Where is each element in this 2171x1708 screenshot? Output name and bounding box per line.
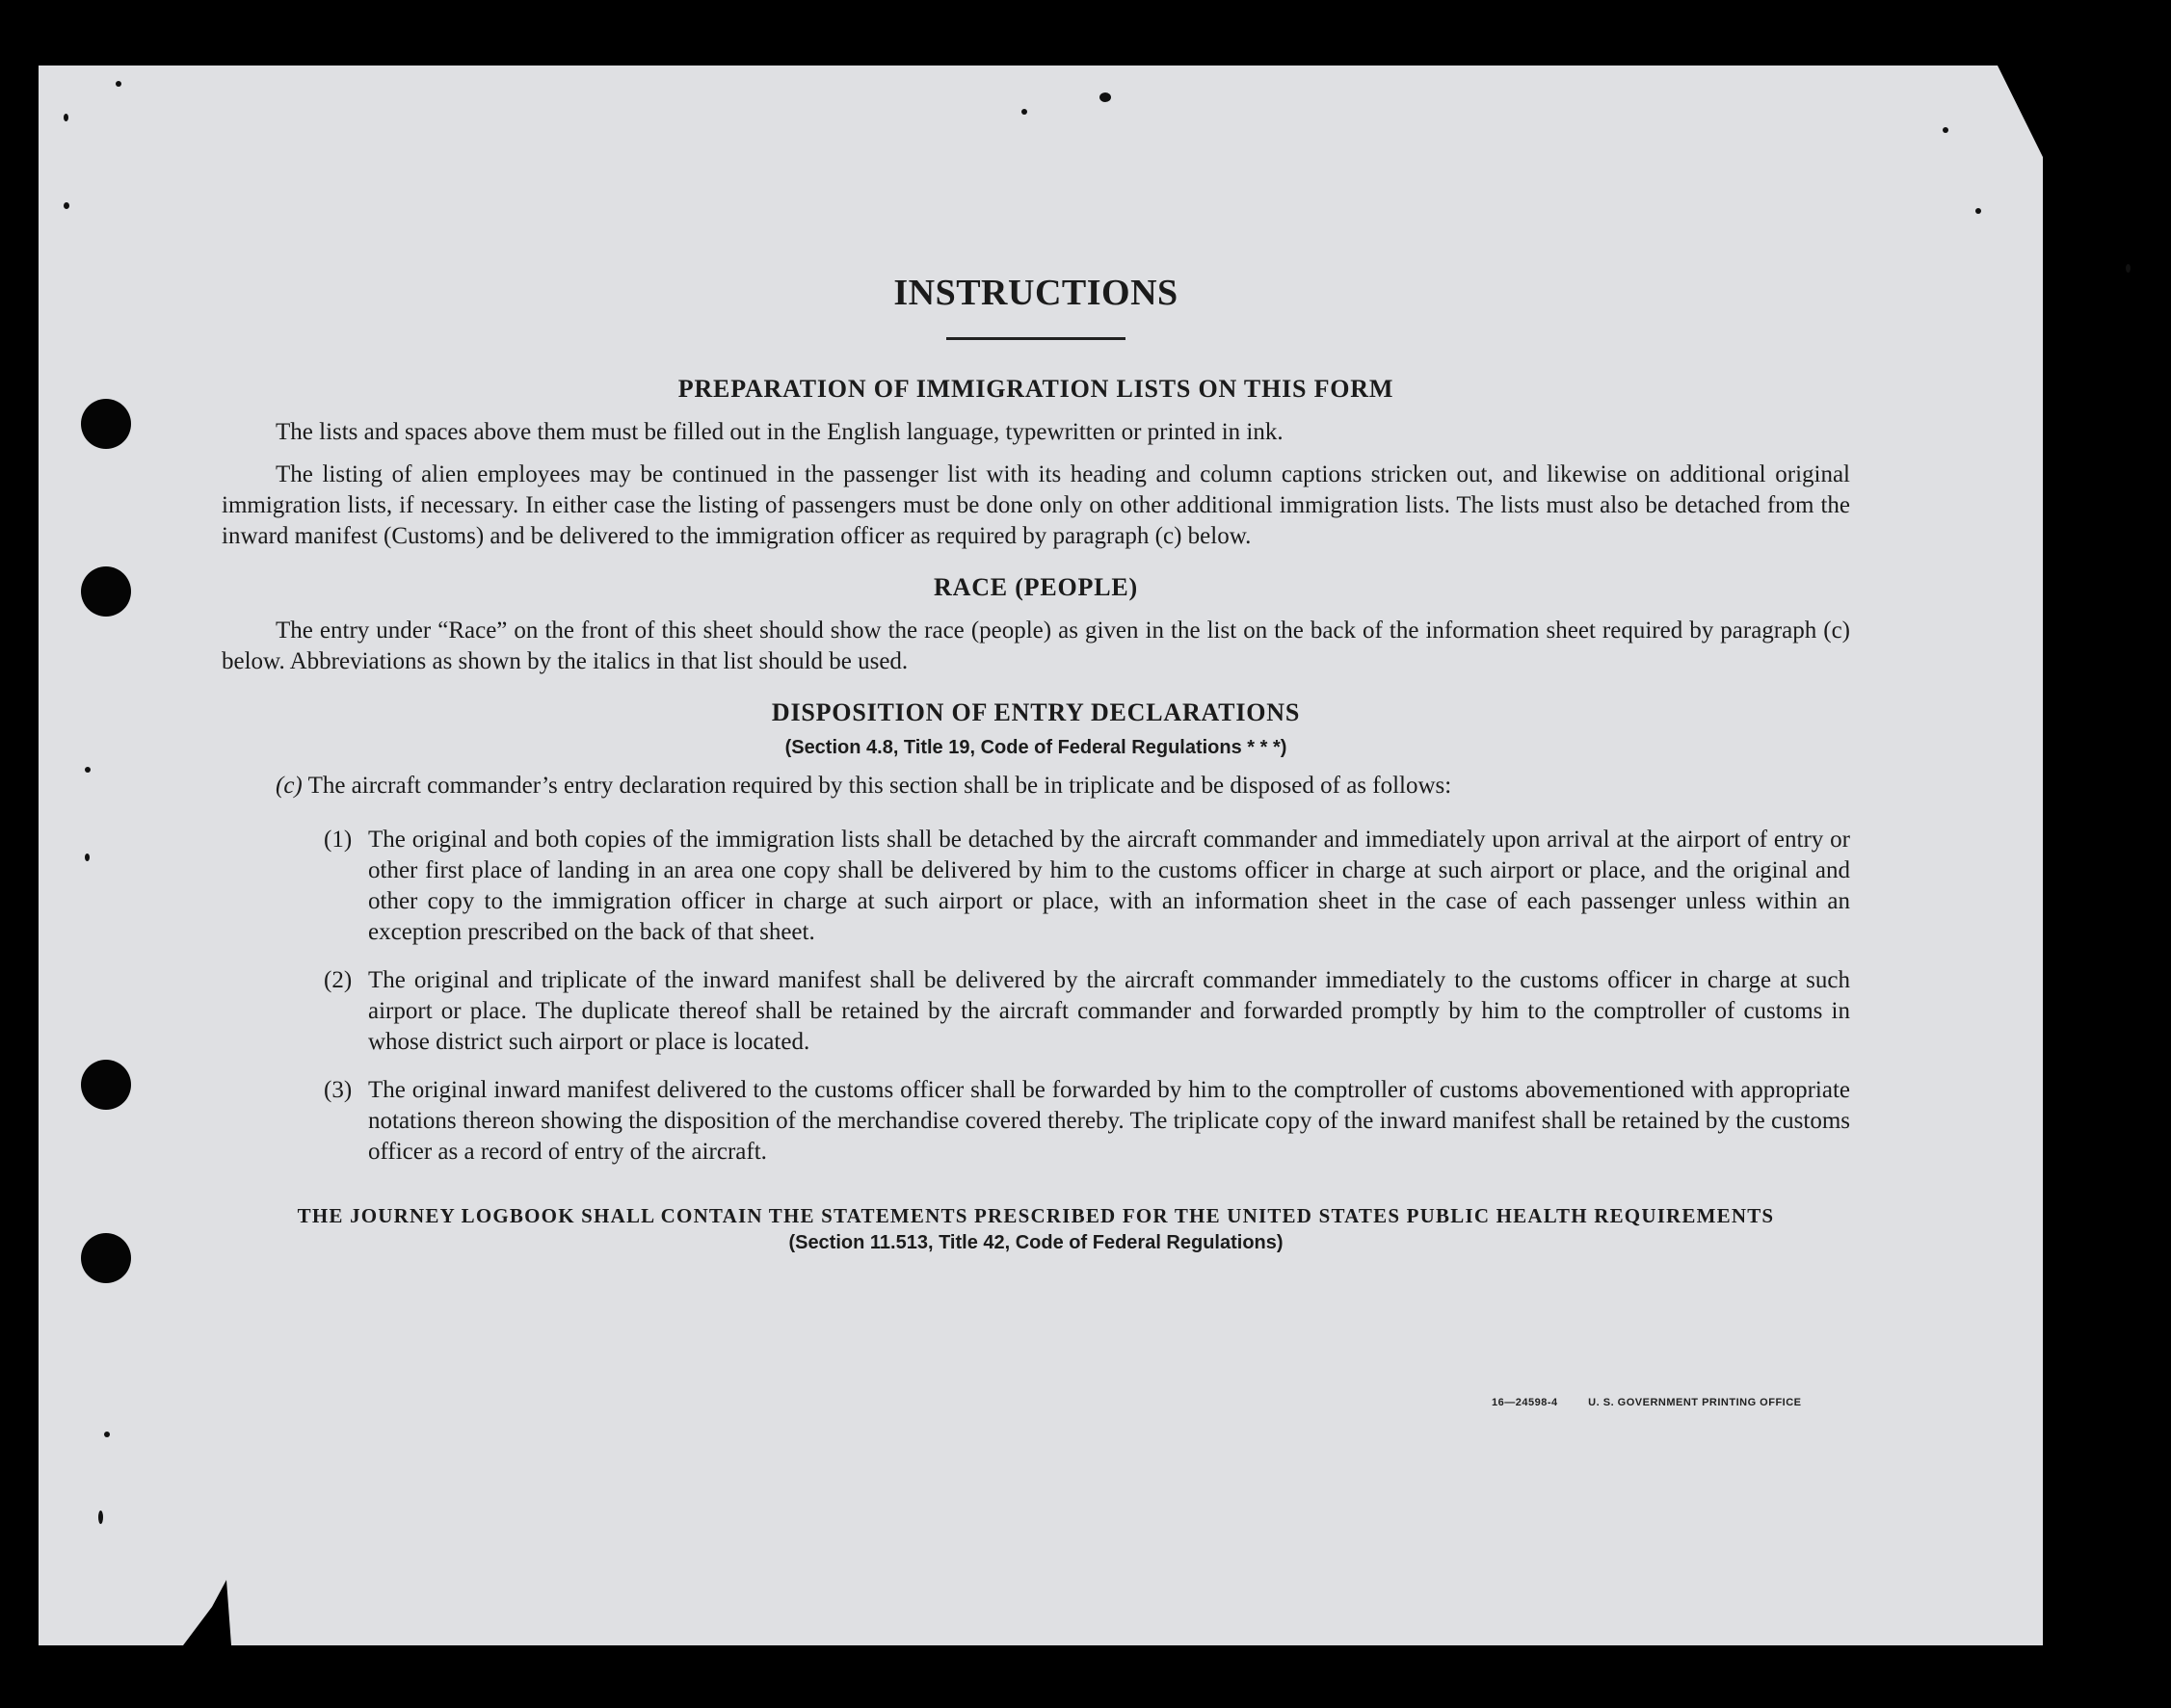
list-item [222,825,1850,948]
disposition-intro [222,771,1850,801]
public-health-citation: (Section 11.513, Title 42, Code of Federal Regulations) [788,1232,1284,1253]
section-heading-preparation: PREPARATION OF IMMIGRATION LISTS ON THIS FORM [677,375,1394,403]
form-number: 16—24598-4 [1492,1397,1558,1408]
intro-text: The aircraft commander’s entry declaration required by this section shall be in triplicate and be disposed of as follows: [307,773,1452,799]
preparation-paragraph-1: The lists and spaces above them must be filled out in the English language, typewritten or printed in ink. [276,419,1284,445]
scan-speck [64,114,68,121]
section-heading-race: RACE (PEOPLE) [934,573,1138,601]
instructions-content [222,272,1850,1254]
punch-hole [81,1233,131,1283]
public-health-statement: THE JOURNEY LOGBOOK SHALL CONTAIN THE STATEMENTS PRESCRIBED FOR THE UNITED STATES PUBLIC HEALTH REQUIREMENTS [297,1204,1775,1227]
race-paragraph: The entry under “Race” on the front of this sheet should show the race (people) as given in the list on the back of the information sheet required by paragraph (c) below. Abbreviations as shown by the italics in that list should be used. [222,618,1850,674]
page-title: INSTRUCTIONS [893,273,1178,313]
list-item-number: (1) [324,827,353,853]
punch-hole [81,1060,131,1110]
scan-speck [1975,208,1981,214]
list-item-text: The original inward manifest delivered to the customs officer shall be forwarded by him to the comptroller of customs abovementioned with appropriate notations thereon showing the disposition of the merchandise covered thereby. The triplicate copy of the inward manifest shall be retained by the customs officer as a record of entry of the aircraft. [368,1077,1850,1165]
scan-speck [1021,109,1027,115]
section-heading-disposition: DISPOSITION OF ENTRY DECLARATIONS [771,698,1301,726]
list-item-text: The original and triplicate of the inward manifest shall be delivered by the aircraft commander immediately to the customs officer in charge at such airport or place. The duplicate thereof shall be retained by the aircraft commander and forwarded promptly by him to the comptroller of customs in whose district such airport or place is located. [368,967,1850,1055]
scan-speck [64,202,69,209]
punch-hole [81,566,131,617]
scan-speck [1943,127,1948,133]
scan-speck [2126,264,2131,273]
scan-speck [85,854,90,861]
list-item [222,965,1850,1058]
preparation-paragraph-2: The listing of alien employees may be continued in the passenger list with its heading and column captions stricken out, and likewise on additional original immigration lists, if necessary. In either case the listing of passengers must be done only on other additional immigration lists. The lists must also be detached from the inward manifest (Customs) and be delivered to the immigration officer as required by paragraph (c) below. [222,461,1850,549]
scan-speck [1099,92,1111,102]
intro-label: (c) [276,773,303,799]
punch-hole [81,399,131,449]
disposition-citation: (Section 4.8, Title 19, Code of Federal Regulations * * *) [784,737,1287,758]
list-item [222,1075,1850,1168]
scan-speck [98,1511,103,1524]
scan-speck [116,81,121,87]
scan-speck [104,1432,110,1437]
printer-name: U. S. GOVERNMENT PRINTING OFFICE [1588,1397,1802,1408]
title-underline [946,337,1125,340]
list-item-number: (3) [324,1077,353,1103]
printer-imprint [1492,1397,1802,1408]
list-item-text: The original and both copies of the immigration lists shall be detached by the aircraft commander and immediately upon arrival at the airport of entry or other first place of landing in an area one copy shall be delivered by him to the customs officer in charge at such airport or place, and the original and other copy to the immigration officer in charge at such airport or place, with an information sheet in the case of each passenger unless within an exception prescribed on the back of that sheet. [368,827,1850,945]
list-item-number: (2) [324,967,353,993]
scan-speck [85,767,91,773]
